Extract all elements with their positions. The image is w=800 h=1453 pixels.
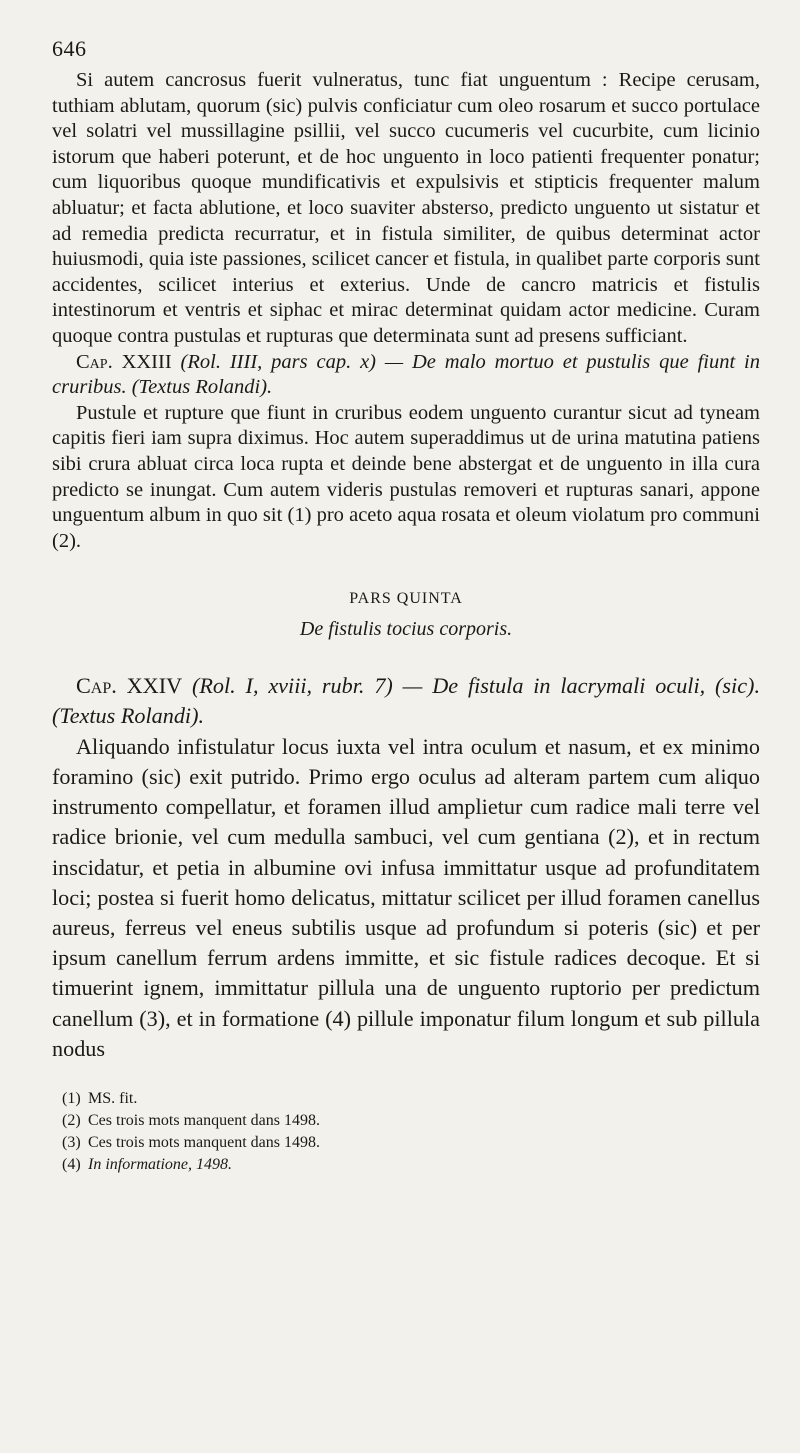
footnote-text: In informatione, 1498. bbox=[88, 1155, 232, 1173]
paragraph: Aliquando infistulatur locus iuxta vel intra oculum et nasum, et ex minimo foramino (sic) exit putrido. Primo ergo oculus ad alteram partem cum aliquo instrumento compellatur, et foramen illud amplietur cum radice mali terre vel radice brionie, vel cum medulla sambuci, vel cum gentiana (2), et in rectum inscidatur, et petia in albumine ovi infusa immittatur usque ad profunditatem loci; postea si fuerit homo delicatus, mittatur scilicet per illud foramen canellus aureus, ferreus vel eneus subtilis usque ad profundum si poteris (sic) et per ipsum canellum ferrum ardens immitte, et sic fistule radices decoque. Et si timuerint ignem, immittatur pillula una de unguento ruptorio per predictum canellum (3), et in formatione (4) pillule imponatur filum longum et sub pillula nodus bbox=[52, 733, 760, 1061]
footnote-mark: (2) bbox=[62, 1111, 81, 1129]
page-number: 646 bbox=[52, 36, 87, 61]
section-title: PARS QUINTA bbox=[349, 590, 463, 608]
text-block-1 bbox=[52, 68, 760, 554]
chapter-heading-24 bbox=[52, 671, 760, 731]
paragraph: Si autem cancrosus fuerit vulneratus, tunc fiat unguentum : Recipe cerusam, tuthiam ablutam, quorum (sic) pulvis conficiatur cum oleo rosarum et succo portulace vel solatri vel mussillagine psillii, vel succo cucumeris vel cucurbite, cum licinio istorum que haberi poterunt, et de hoc unguento in loco patienti frequenter ponatur; cum liquoribus quoque mundificativis et expulsivis et stipticis frequenter malum abluatur; et facta ablutione, et loco suaviter absterso, predicto unguento ut sistatur et ad remedia predicta recurratur, et in fistula similiter, de quibus determinat actor huiusmodi, quia iste passiones, scilicet cancer et fistula, in qualibet parte corporis sunt accidentes, scilicet interius et exterius. Unde de cancro matricis et fistulis intestinorum et ventris et siphac et mirac determinat quidam actor medicine. Curam quoque contra pustulas et rupturas que determinata sunt ad presens sufficiant. bbox=[52, 69, 760, 347]
chapter-number: Cap. XXIV bbox=[76, 673, 183, 699]
footnote-1 bbox=[52, 1088, 760, 1110]
footnote-2 bbox=[52, 1110, 760, 1132]
footnote-text: MS. fit. bbox=[88, 1089, 138, 1107]
footnote-mark: (4) bbox=[62, 1155, 81, 1173]
footnotes bbox=[52, 1088, 760, 1176]
paragraph: Pustule et rupture que fiunt in cruribus eodem unguento curantur sicut ad tyneam capitis fieri iam supra diximus. Hoc autem superaddimus ut de urina matutina patiens sibi crura abluat circa loca rupta et deinde bene abstergat et de unguento in illa cura predicto se inungat. Cum autem videris pustulas removeri et rupturas sanari, appone unguentum album in quo sit (1) pro aceto aqua rosata et oleum violatum pro communi (2). bbox=[52, 401, 760, 552]
chapter-title: (Rol. I, xviii, rubr. 7) — De fistula in lacrymali oculi, (sic). (Textus Rolandi). bbox=[52, 673, 760, 729]
footnote-4 bbox=[52, 1154, 760, 1176]
footnote-text: Ces trois mots manquent dans 1498. bbox=[88, 1133, 320, 1151]
footnote-3 bbox=[52, 1132, 760, 1154]
section-subtitle: De fistulis tocius corporis. bbox=[299, 618, 513, 641]
chapter-heading-23 bbox=[52, 350, 760, 401]
footnote-mark: (1) bbox=[62, 1089, 81, 1107]
text-block-2 bbox=[52, 671, 760, 1064]
footnote-mark: (3) bbox=[62, 1133, 81, 1151]
chapter-title: (Rol. IIII, pars cap. x) — De malo mortuo et pustulis que fiunt in cruribus. (Textus Rolandi). bbox=[52, 350, 760, 399]
footnote-text: Ces trois mots manquent dans 1498. bbox=[88, 1111, 320, 1129]
chapter-number: Cap. XXIII bbox=[76, 350, 172, 373]
